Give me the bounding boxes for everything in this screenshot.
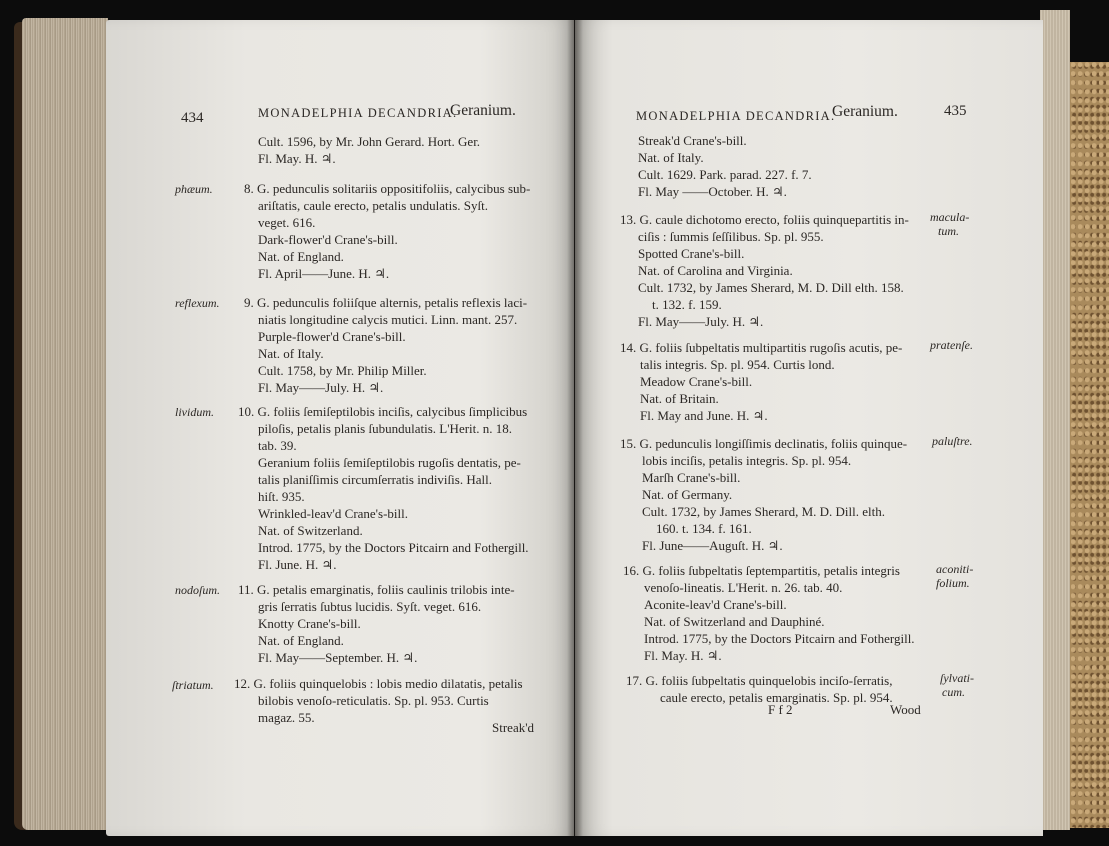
margin-note: paluſtre.: [932, 434, 973, 448]
text-line: piloſis, petalis planis ſubundulatis. L'Herit. n. 18.: [258, 421, 513, 436]
text-line: Cult. 1732, by James Sherard, M. D. Dill elth. 158.: [638, 280, 904, 295]
running-head-class: MONADELPHIA DECANDRIA.: [636, 109, 836, 123]
text-line: Streak'd Crane's-bill.: [638, 133, 747, 148]
running-head-genus: Geranium.: [832, 103, 898, 120]
margin-note: macula-: [930, 210, 970, 224]
text-line: Geranium foliis ſemiſeptilobis rugoſis dentatis, pe-: [258, 455, 521, 470]
text-line: Nat. of Carolina and Virginia.: [638, 263, 793, 278]
text-line: tab. 39.: [258, 438, 297, 453]
text-line: 14. G. foliis ſubpeltatis multipartitis rugoſis acutis, pe-: [620, 340, 903, 355]
text-line: 16. G. foliis ſubpeltatis ſeptempartitis, petalis integris: [623, 563, 900, 578]
page-number: 435: [944, 103, 967, 119]
text-line: Fl. May——July. H. ♃.: [258, 380, 384, 395]
text-line: ariſtatis, caule erecto, petalis undulatis. Syſt.: [258, 198, 488, 213]
text-line: Nat. of Germany.: [642, 487, 733, 502]
page-number: 434: [181, 110, 204, 126]
right-cover-board: [1064, 62, 1109, 828]
margin-note: folium.: [936, 576, 970, 590]
text-line: Nat. of Italy.: [638, 150, 704, 165]
text-line: Spotted Crane's-bill.: [638, 246, 745, 261]
catchword: Streak'd: [492, 720, 535, 735]
text-line: 17. G. foliis ſubpeltatis quinquelobis inciſo-ſerratis,: [626, 673, 893, 688]
margin-note: lividum.: [175, 405, 214, 419]
text-line: Cult. 1629. Park. parad. 227. f. 7.: [638, 167, 812, 182]
text-line: Purple-flower'd Crane's-bill.: [258, 329, 406, 344]
running-head-class: MONADELPHIA DECANDRIA.: [258, 106, 458, 120]
text-line: gris ſerratis ſubtus lucidis. Syſt. veget. 616.: [258, 599, 482, 614]
text-line: Fl. June. H. ♃.: [258, 557, 337, 572]
text-line: 13. G. caule dichotomo erecto, foliis quinquepartitis in-: [620, 212, 909, 227]
text-line: Cult. 1758, by Mr. Philip Miller.: [258, 363, 427, 378]
text-line: Introd. 1775, by the Doctors Pitcairn and Fothergill.: [258, 540, 529, 555]
text-line: 12. G. foliis quinquelobis : lobis medio dilatatis, petalis: [234, 676, 523, 691]
catchword: Wood: [890, 702, 921, 717]
right-page-edges: [1040, 10, 1070, 830]
margin-note: phæum.: [175, 182, 213, 196]
text-line: Fl. May. H. ♃.: [644, 648, 722, 663]
text-line: hiſt. 935.: [258, 489, 305, 504]
text-line: 160. t. 134. f. 161.: [656, 521, 752, 536]
text-line: talis planiſſimis circumſerratis indiviſis. Hall.: [258, 472, 492, 487]
text-line: Fl. May ——October. H. ♃.: [638, 184, 787, 199]
book-gutter: [567, 20, 583, 836]
text-line: Fl. May and June. H. ♃.: [640, 408, 768, 423]
text-line: Dark-flower'd Crane's-bill.: [258, 232, 398, 247]
margin-note: ſtriatum.: [172, 678, 214, 692]
text-line: t. 132. f. 159.: [652, 297, 722, 312]
text-line: 11. G. petalis emarginatis, foliis caulinis trilobis inte-: [238, 582, 515, 597]
text-line: Fl. April——June. H. ♃.: [258, 266, 390, 281]
text-line: magaz. 55.: [258, 710, 315, 725]
text-line: talis integris. Sp. pl. 954. Curtis lond.: [640, 357, 835, 372]
text-line: Fl. May——July. H. ♃.: [638, 314, 764, 329]
margin-note: reflexum.: [175, 296, 220, 310]
text-line: veget. 616.: [258, 215, 316, 230]
text-line: Introd. 1775, by the Doctors Pitcairn and Fothergill.: [644, 631, 915, 646]
margin-note: cum.: [942, 685, 965, 699]
signature-mark: F f 2: [768, 702, 793, 717]
text-line: Marſh Crane's-bill.: [642, 470, 741, 485]
text-line: Meadow Crane's-bill.: [640, 374, 753, 389]
text-line: Nat. of Switzerland.: [258, 523, 363, 538]
text-line: Wrinkled-leav'd Crane's-bill.: [258, 506, 409, 521]
text-line: 9. G. pedunculis foliiſque alternis, petalis reflexis laci-: [244, 295, 528, 310]
margin-note: aconiti-: [936, 562, 974, 576]
running-head-genus: Geranium.: [450, 102, 516, 119]
text-line: bilobis venoſo-reticulatis. Sp. pl. 953. Curtis: [258, 693, 489, 708]
text-line: lobis inciſis, petalis integris. Sp. pl. 954.: [642, 453, 852, 468]
text-line: Nat. of Switzerland and Dauphiné.: [644, 614, 825, 629]
text-line: Nat. of Britain.: [640, 391, 719, 406]
margin-note: ſylvati-: [940, 671, 974, 685]
margin-note: nodoſum.: [175, 583, 220, 597]
text-line: Cult. 1732, by James Sherard, M. D. Dill. elth.: [642, 504, 886, 519]
text-line: Fl. May——September. H. ♃.: [258, 650, 418, 665]
margin-note: tum.: [938, 224, 959, 238]
text-line: 15. G. pedunculis longiſſimis declinatis, foliis quinque-: [620, 436, 908, 451]
text-line: Nat. of England.: [258, 633, 344, 648]
text-line: 8. G. pedunculis solitariis oppositifoliis, calycibus sub-: [244, 181, 531, 196]
margin-note: pratenſe.: [930, 338, 973, 352]
text-line: venoſo-lineatis. L'Herit. n. 26. tab. 40.: [644, 580, 843, 595]
text-line: Knotty Crane's-bill.: [258, 616, 361, 631]
left-page-edges: [22, 18, 108, 830]
text-line: Nat. of England.: [258, 249, 344, 264]
text-line: caule erecto, petalis emarginatis. Sp. pl. 954.: [660, 690, 893, 705]
text-line: Cult. 1596, by Mr. John Gerard. Hort. Ger.: [258, 134, 481, 149]
text-line: Aconite-leav'd Crane's-bill.: [644, 597, 787, 612]
text-line: Nat. of Italy.: [258, 346, 324, 361]
text-line: Fl. June——Auguſt. H. ♃.: [642, 538, 783, 553]
text-line: ciſis : ſummis ſeſſilibus. Sp. pl. 955.: [638, 229, 824, 244]
text-line: Fl. May. H. ♃.: [258, 151, 336, 166]
text-line: niatis longitudine calycis mutici. Linn. mant. 257.: [258, 312, 518, 327]
text-line: 10. G. foliis ſemiſeptilobis inciſis, calycibus ſimplicibus: [238, 404, 528, 419]
